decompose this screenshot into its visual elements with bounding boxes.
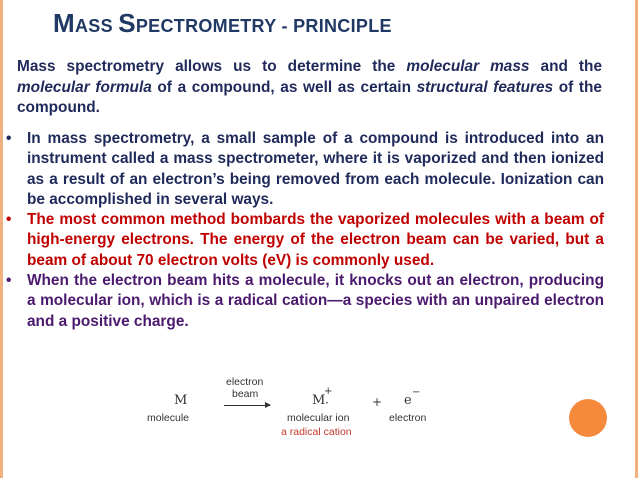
bullet-dot: • [6,130,12,147]
title-small-pectrometry: PECTROMETRY [135,16,277,36]
electron-symbol: e [404,393,412,408]
intro-text-3: of a compound, as well as certain [151,78,417,96]
bullet-dot: • [6,211,12,229]
electron-charge: − [412,387,421,398]
intro-text-1: Mass spectrometry allows us to determine the [17,58,407,75]
slide-title [53,8,392,39]
decorative-orange-circle [569,399,607,437]
intro-emph-molecular-mass: molecular mass [406,58,530,75]
bullet-text: The most common method bombards the vaporized molecules with a beam of high-energy electrons. The energy of the electron beam can be varied, but a beam of about 70 electron volts (eV) is commonly used. [27,211,604,269]
plus-sign: + [372,395,383,409]
arrow-label-beam: beam [232,388,259,400]
product-symbol: M [312,393,326,408]
reactant-label: molecule [147,412,190,424]
product-label: molecular ion [287,412,350,424]
bullet-dot: • [6,272,12,290]
intro-text-2: and the [529,58,603,75]
product-charge: + [324,386,333,397]
electron-label: electron [389,412,427,424]
bullet-item-molecular-ion [6,271,604,332]
intro-paragraph [17,57,602,119]
product-sublabel: a radical cation [281,426,352,438]
title-small-ass: ASS [74,16,113,36]
bullet-item-ionization [6,129,604,210]
bullet-item-electron-beam [6,210,604,271]
intro-emph-structural-features: structural features [416,78,554,96]
slide-border-left [0,0,3,478]
reaction-arrow [224,405,270,406]
bullet-list [6,129,604,332]
bullet-text: In mass spectrometry, a small sample of a compound is introduced into an instrument called a mass spectrometer, where it is vaporized and then ionized as a result of an electron’s being removed from each molecule. Ionization can be accomplished in several ways. [27,130,604,208]
title-cap-m: M [53,8,75,38]
bullet-text: When the electron beam hits a molecule, it knocks out an electron, producing a molecular ion, which is a radical cation—a species with an unpaired electron and a positive charge. [27,272,604,330]
intro-emph-molecular-formula: molecular formula [17,78,152,96]
intro-text-4: of the compound. [17,78,602,116]
arrow-label-electron: electron [226,376,264,388]
product-radical-dot: · [325,396,329,410]
title-rest: - PRINCIPLE [276,16,392,36]
title-cap-s: S [118,8,136,38]
reactant-symbol: M [174,393,188,408]
